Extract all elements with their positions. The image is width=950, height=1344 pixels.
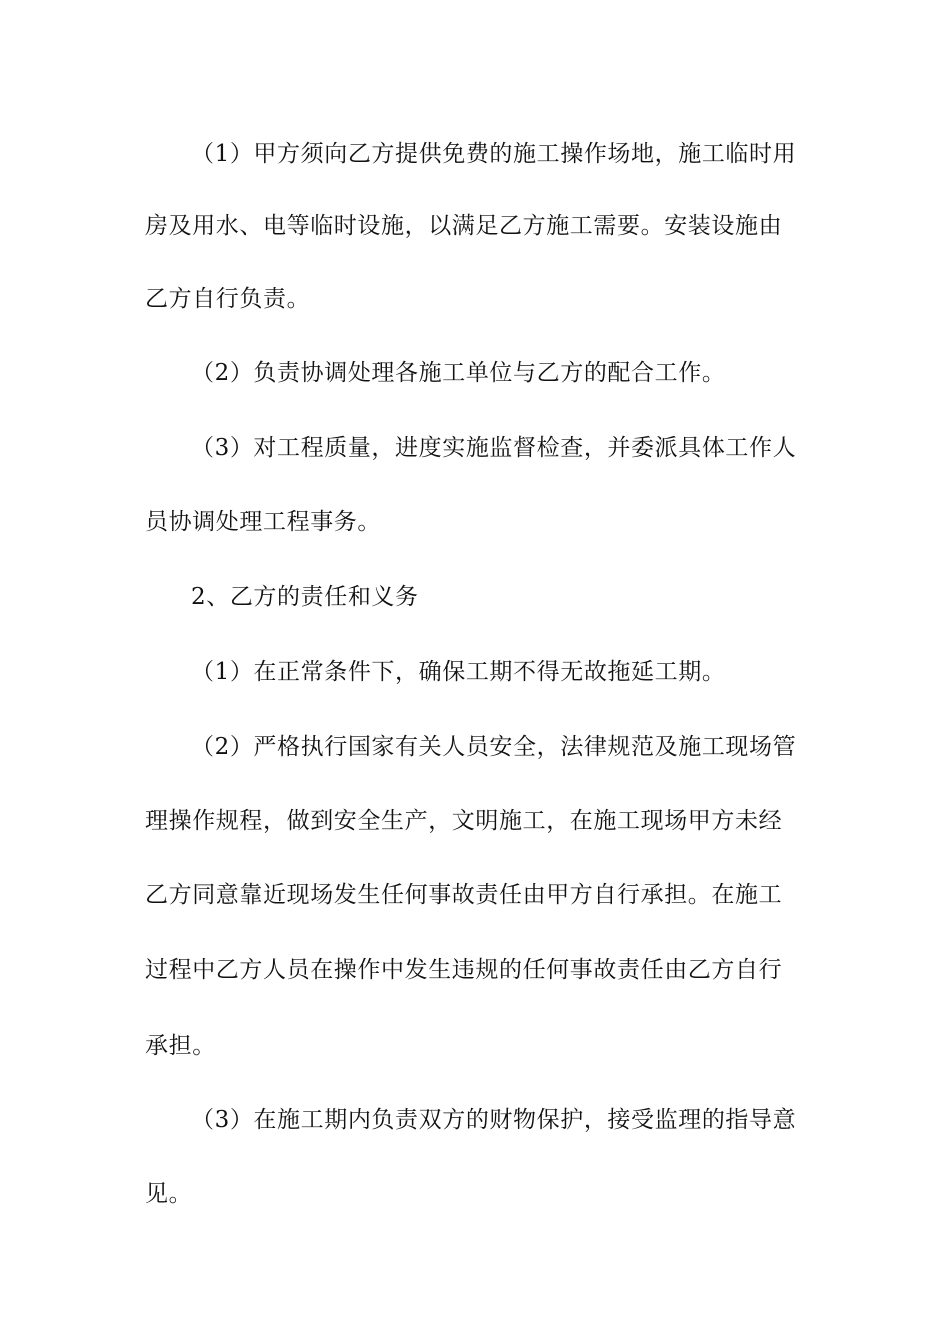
section-heading: 2、乙方的责任和义务: [191, 584, 419, 610]
paragraph-b2-line-5: 承担。: [145, 1033, 216, 1059]
paragraph-a1-line-1: （1）甲方须向乙方提供免费的施工操作场地，施工临时用: [191, 141, 797, 167]
paragraph-a3-line-1: （3）对工程质量，进度实施监督检查，并委派具体工作人: [191, 435, 797, 461]
paragraph-b2-line-2: 理操作规程，做到安全生产，文明施工，在施工现场甲方未经: [145, 808, 783, 834]
paragraph-a1-line-3: 乙方自行负责。: [145, 286, 311, 312]
paragraph-a1-line-2: 房及用水、电等临时设施，以满足乙方施工需要。安装设施由: [145, 213, 783, 239]
paragraph-a3-line-2: 员协调处理工程事务。: [145, 509, 381, 535]
paragraph-b3-line-2: 见。: [145, 1181, 193, 1207]
paragraph-b3-line-1: （3）在施工期内负责双方的财物保护，接受监理的指导意: [191, 1107, 797, 1133]
paragraph-b2-line-4: 过程中乙方人员在操作中发生违规的任何事故责任由乙方自行: [145, 957, 783, 983]
paragraph-b2-line-1: （2）严格执行国家有关人员安全，法律规范及施工现场管: [191, 734, 797, 760]
paragraph-b2-line-3: 乙方同意靠近现场发生任何事故责任由甲方自行承担。在施工: [145, 882, 783, 908]
paragraph-b1-line-1: （1）在正常条件下，确保工期不得无故拖延工期。: [191, 659, 726, 685]
paragraph-a2-line-1: （2）负责协调处理各施工单位与乙方的配合工作。: [191, 360, 726, 386]
